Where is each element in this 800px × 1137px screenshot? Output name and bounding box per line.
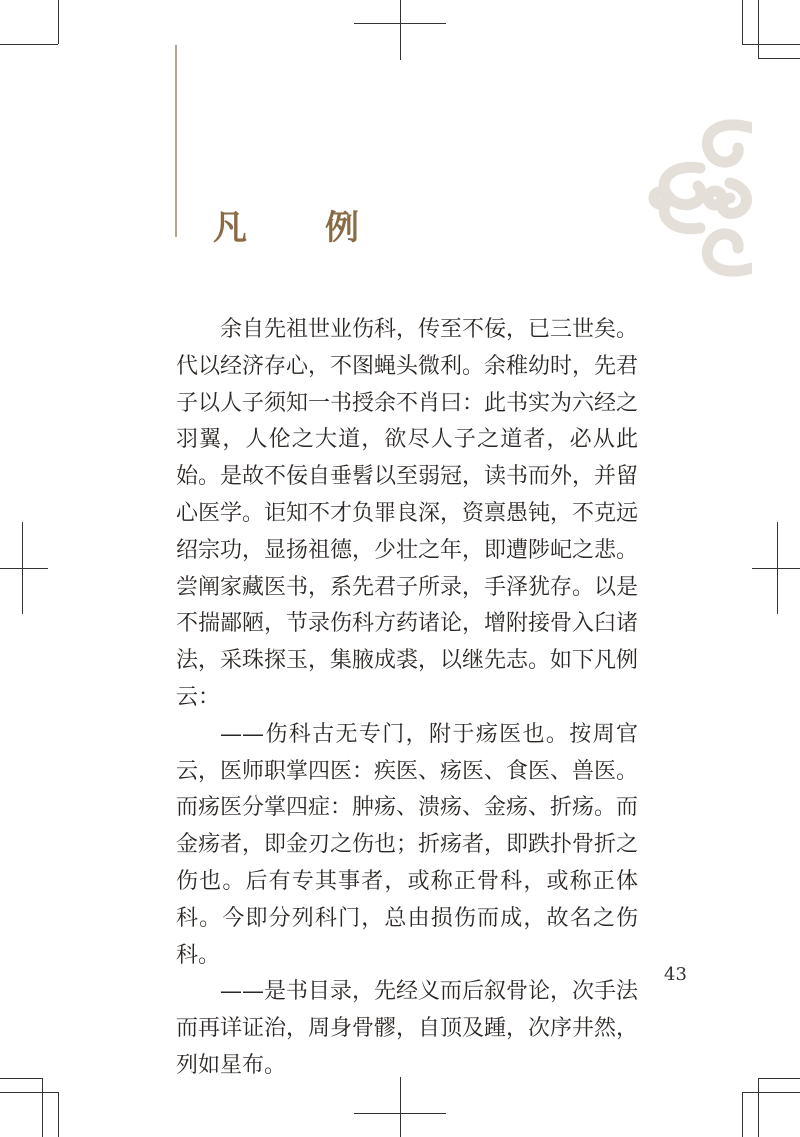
body-text <box>176 312 638 1085</box>
title-rule <box>175 45 177 237</box>
paragraph: ——伤科古无专门，附于疡医也。按周官云，医师职掌四医：疾医、疡医、食医、兽医。而疡医分掌四症：肿疡、溃疡、金疡、折疡。而金疡者，即金刃之伤也；折疡者，即跌扑骨折之伤也。后有专其事者，或称正骨科，或称正体科。今即分列科门，总由损伤而成，故名之伤科。 <box>176 721 639 968</box>
paragraph: ——是书目录，先经义而后叙骨论，次手法而再详证治，周身骨髎，自顶及踵，次序井然，列如星布。 <box>176 979 639 1078</box>
page-number: 43 <box>664 964 687 985</box>
page-title: 凡 例 <box>213 208 381 248</box>
paragraph: 余自先祖世业伤科，传至不佞，已三世矣。代以经济存心，不图蝇头微利。余稚幼时，先君子以人子须知一书授余不肖曰：此书实为六经之羽翼，人伦之大道，欲尽人子之道者，必从此始。是故不佞自垂髫以至弱冠，读书而外，并留心医学。讵知不才负罪良深，资禀愚钝，不克远绍宗功，显扬祖德，少壮之年，即遭陟屺之悲。尝阐家藏医书，系先君子所录，手泽犹存。以是不揣鄙陋，节录伤科方药诸论，增附接骨入臼诸法，采珠探玉，集腋成裘，以继先志。如下凡例云： <box>176 317 639 710</box>
ornament-icon <box>640 108 752 292</box>
